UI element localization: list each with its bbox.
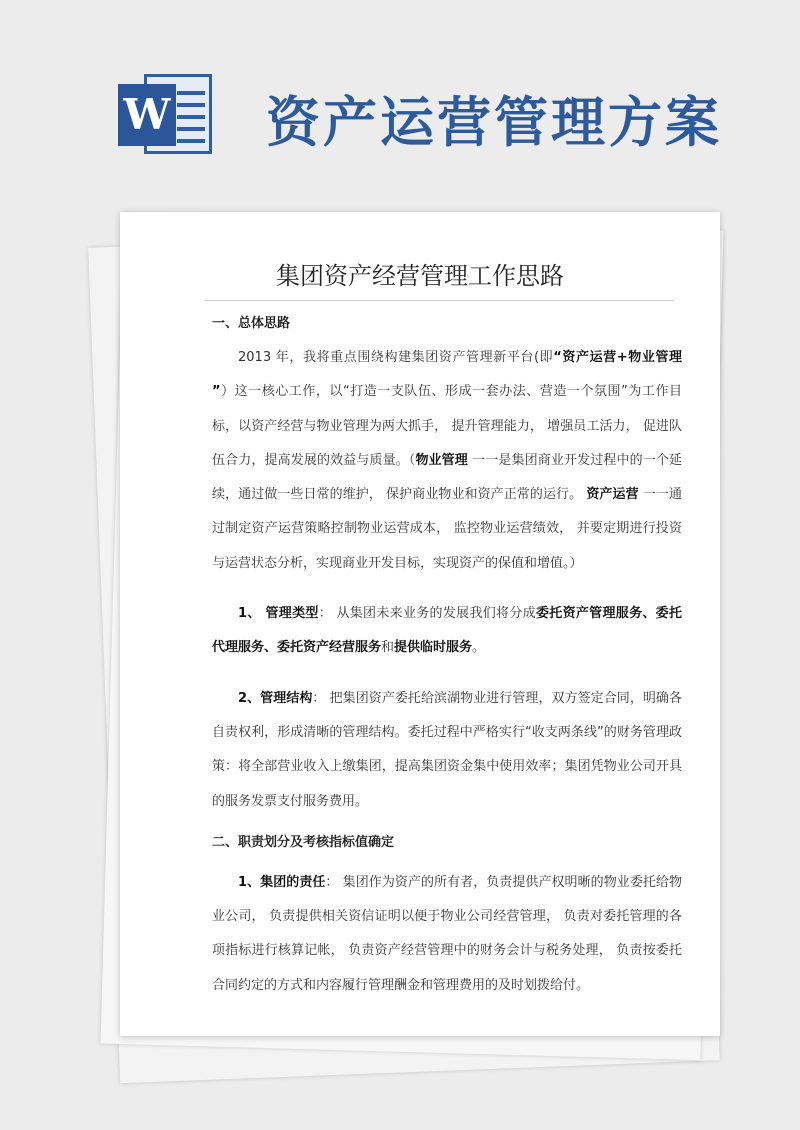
- bold-run: 提供临时服务: [394, 640, 473, 656]
- text-run: ）这一核心工作，以“打造一支队伍、形成一套办法、营造一个氛围”为工作目标，以资产经营与物业管理为两大抓手， 提升管理能力， 增强员工活力， 促进队伍合力，提高发展的效益与质量。（: [212, 384, 682, 468]
- paragraph-overview: [212, 341, 682, 581]
- banner: [0, 0, 800, 200]
- paragraph-group-responsibility: [212, 866, 682, 1003]
- bold-run: 集团的责任: [260, 874, 326, 890]
- text-run: 2013 年，我将重点围绕构建集团资产管理新平台(即: [238, 350, 554, 365]
- section-heading: 二、职责划分及考核指标值确定: [212, 834, 395, 850]
- word-document-icon: [118, 72, 214, 156]
- text-run: 。: [472, 640, 486, 656]
- title-divider: [204, 300, 674, 301]
- text-run: ： 把集团资产委托给滨湖物业进行管理，双方签定合同，明确各自责权利，形成清晰的管理结构。委托过程中严格实行“收支两条线”的财务管理政策：将全部营业收入上缴集团，提高集团资金集中使用效率；集团凭物业公司开具的服务发票支付服务费用。: [212, 690, 682, 809]
- bold-run: 管理类型: [265, 606, 319, 622]
- paragraph-management-type: [212, 597, 682, 666]
- section-heading: 一、总体思路: [212, 316, 291, 331]
- bold-run: 委托资产管理服务、委托代理服务、委托资产经营服务: [212, 606, 682, 656]
- bold-run: 管理结构: [260, 690, 313, 706]
- text-run: 一一是集团商业开发过程中的一个延续，通过做一些日常的维护， 保护商业物业和资产正常的运行。: [212, 452, 682, 503]
- banner-title: 资产运营管理方案: [266, 90, 722, 154]
- text-run: 一一通过制定资产运营策略控制物业运营成本， 监控物业运营绩效， 并要定期进行投资与运营状态分析，实现商业开发目标，实现资产的保值和增值。）: [212, 487, 682, 571]
- paragraph-management-structure: [212, 682, 682, 819]
- word-icon-badge: W: [118, 84, 176, 146]
- document-page: [120, 212, 720, 1036]
- text-run: ： 集团作为资产的所有者，负责提供产权明晰的物业委托给物业公司， 负责提供相关资信证明以便于物业公司经营管理， 负责对委托管理的各项指标进行核算记帐， 负责资产经营管理中的财务会计与税务处理， 负责按委托合同约定的方式和内容履行管理酬金和管理费用的及时划拨给付。: [212, 874, 682, 993]
- bold-run: “资产运营+物业管理 ”: [212, 350, 683, 400]
- text-run: ： 从集团未来业务的发展我们将分成: [318, 606, 536, 622]
- item-number: 1、: [238, 874, 261, 890]
- bold-run: 物业管理: [415, 452, 468, 468]
- item-number: 2、: [238, 690, 261, 706]
- document-title: 集团资产经营管理工作思路: [276, 262, 564, 290]
- item-number: 1、: [238, 606, 266, 622]
- bold-run: 资产运营: [586, 487, 639, 503]
- text-run: 和: [381, 640, 395, 656]
- document-body: [212, 302, 682, 1003]
